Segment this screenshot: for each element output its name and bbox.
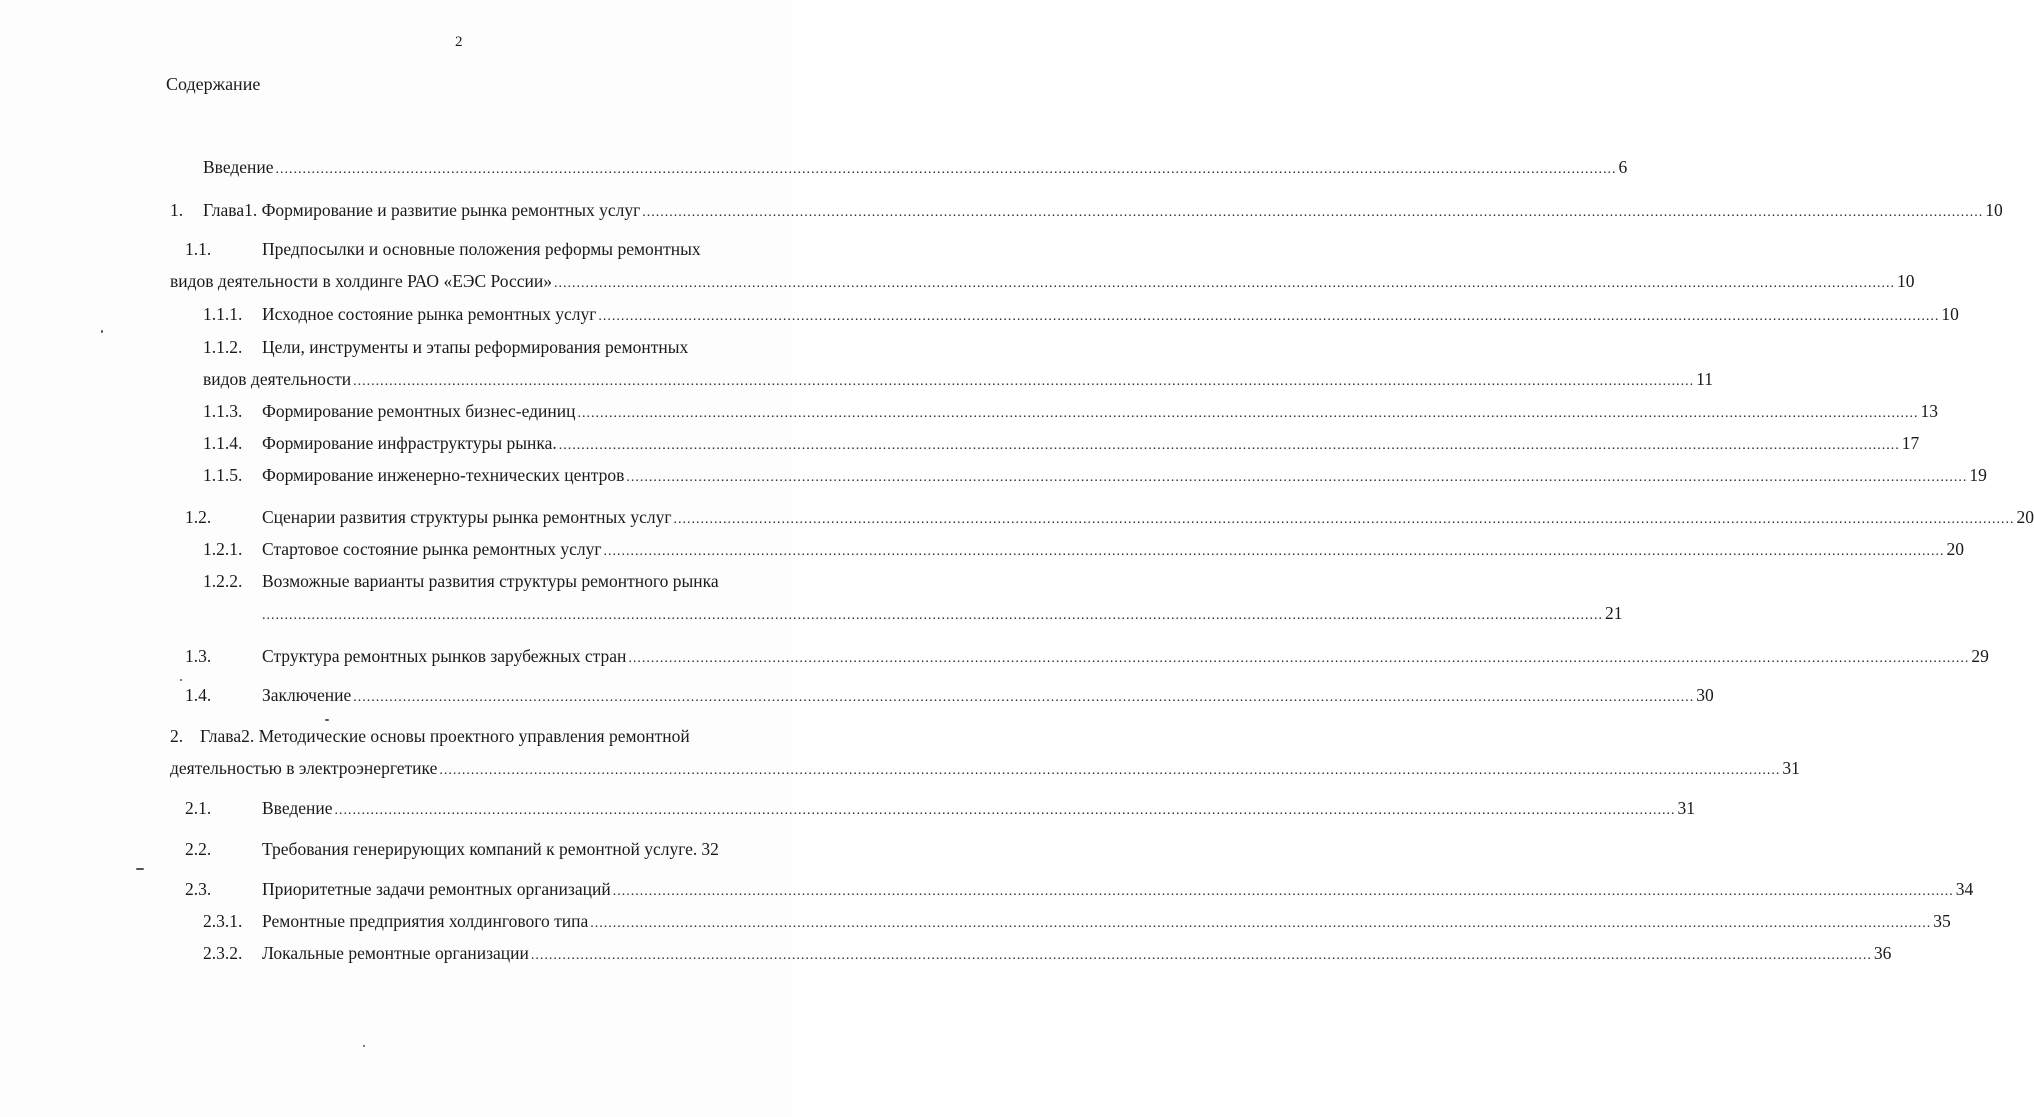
scan-speck: [136, 868, 144, 870]
toc-entry-number: 2.3.1.: [203, 911, 243, 931]
toc-entry-page: 36: [1873, 943, 1892, 963]
toc-entry-page: 6: [1618, 157, 1628, 177]
toc-entry-number: 1.4.: [185, 685, 212, 705]
leader-dots: [554, 273, 1895, 295]
toc-entry-1-2[interactable]: [185, 506, 2034, 528]
toc-entry-number: 2.3.2.: [203, 943, 243, 963]
toc-entry-page: 10: [1985, 200, 2003, 220]
toc-entry-number: 2.: [170, 726, 184, 746]
leader-dots: [604, 541, 1945, 563]
leader-dots: [578, 403, 1919, 425]
toc-entry-page: 32: [701, 839, 719, 859]
leader-dots: [642, 202, 1983, 224]
toc-entry-2-3-2[interactable]: [203, 942, 1892, 964]
leader-dots: [262, 605, 1603, 627]
toc-entry-page: 34: [1955, 879, 1974, 899]
toc-entry-title: Введение: [262, 798, 333, 818]
toc-entry-title: Локальные ремонтные организации: [262, 943, 529, 963]
toc-entry-page: 19: [1969, 465, 1987, 485]
toc-entry-title: Заключение: [262, 685, 352, 705]
toc-entry-number: 1.2.: [185, 507, 212, 527]
toc-entry-number: 2.1.: [185, 798, 212, 818]
toc-entry-number: 1.: [170, 200, 184, 220]
page-number: 2: [455, 34, 463, 50]
toc-entry-1-1-2-line1[interactable]: [203, 336, 688, 358]
leader-dots: [613, 881, 1954, 903]
leader-dots: [276, 159, 1617, 181]
toc-entry-1-4[interactable]: [185, 684, 1714, 706]
leader-dots: [335, 800, 1676, 822]
toc-entry-1-2-2-line1[interactable]: [203, 570, 719, 592]
leader-dots: [559, 435, 1900, 457]
toc-entry-title: Исходное состояние рынка ремонтных услуг: [262, 304, 597, 324]
scan-speck: [325, 719, 329, 721]
toc-entry-1-1[interactable]: [170, 270, 1915, 292]
toc-entry-title: Сценарии развития структуры рынка ремонтных услуг: [262, 507, 672, 527]
toc-entry-title: Приоритетные задачи ремонтных организаций: [262, 879, 611, 899]
toc-entry-page: 21: [1605, 603, 1623, 623]
toc-entry-number: 1.1.3.: [203, 401, 243, 421]
toc-entry-page: 17: [1901, 433, 1920, 453]
toc-entry-1-1-5[interactable]: [203, 464, 1987, 486]
toc-entry-chapter-2-line1[interactable]: [170, 725, 690, 747]
toc-entry-title: видов деятельности: [203, 369, 352, 389]
toc-entry-page: 31: [1782, 758, 1800, 778]
leader-dots: [439, 760, 1780, 782]
toc-entry-2-3-1[interactable]: [203, 910, 1951, 932]
toc-entry-number: 1.1.4.: [203, 433, 243, 453]
toc-entry-1-1-1[interactable]: [203, 303, 1959, 325]
toc-entry-title-line1: Цели, инструменты и этапы реформирования ремонтных: [262, 337, 689, 357]
leader-dots: [628, 648, 1969, 670]
toc-entry-page: 29: [1971, 646, 1989, 666]
toc-entry-title: Требования генерирующих компаний к ремонтной услуге.: [262, 839, 698, 859]
toc-entry-page: 10: [1941, 304, 1959, 324]
toc-entry-1-1-2[interactable]: [203, 368, 1713, 390]
leader-dots: [353, 687, 1694, 709]
toc-entry-chapter-1[interactable]: [170, 199, 2003, 221]
toc-entry-number: 1.1.2.: [203, 337, 243, 357]
toc-entry-page: 31: [1677, 798, 1696, 818]
toc-entry-2-1[interactable]: [185, 797, 1696, 819]
toc-entry-number: 1.1.5.: [203, 465, 243, 485]
leader-dots: [531, 945, 1872, 967]
toc-entry-title-line1: Предпосылки и основные положения реформы ремонтных: [262, 239, 701, 259]
toc-entry-title: видов деятельности в холдинге РАО «ЕЭС России»: [170, 271, 552, 291]
scan-speck: [101, 330, 103, 333]
toc-entry-page: 35: [1933, 911, 1951, 931]
toc-entry-chapter-2[interactable]: [170, 757, 1800, 779]
toc-entry-page: 20: [2016, 507, 2034, 527]
scan-speck: [363, 1045, 365, 1047]
toc-entry-page: 30: [1696, 685, 1714, 705]
toc-entry-title: Формирование ремонтных бизнес-единиц: [262, 401, 576, 421]
toc-entry-2-3[interactable]: [185, 878, 1974, 900]
leader-dots: [598, 306, 1939, 328]
toc-entry-1-2-2[interactable]: [262, 602, 1623, 624]
toc-entry-title: Введение: [203, 157, 274, 177]
toc-entry-title: деятельностью в электроэнергетике: [170, 758, 438, 778]
leader-dots: [626, 467, 1967, 489]
toc-entry-number: 1.1.1.: [203, 304, 243, 324]
toc-entry-2-2[interactable]: [185, 838, 760, 860]
toc-entry-title-line1: Возможные варианты развития структуры ремонтного рынка: [262, 571, 719, 591]
toc-entry-title: Формирование инженерно-технических центров: [262, 465, 625, 485]
toc-entry-number: 1.2.2.: [203, 571, 243, 591]
toc-entry-page: 20: [1946, 539, 1965, 559]
toc-entry-1-2-1[interactable]: [203, 538, 1965, 560]
toc-entry-number: 2.3.: [185, 879, 212, 899]
toc-entry-title: Глава1. Формирование и развитие рынка ремонтных услуг: [203, 200, 641, 220]
toc-entry-page: 13: [1920, 401, 1939, 421]
toc-entry-page: 11: [1696, 369, 1713, 389]
toc-entry-title: Стартовое состояние рынка ремонтных услуг: [262, 539, 602, 559]
toc-entry-1-1-3[interactable]: [203, 400, 1939, 422]
toc-entry-title: Структура ремонтных рынков зарубежных стран: [262, 646, 627, 666]
toc-heading: Содержание: [166, 74, 261, 94]
toc-entry-title: Ремонтные предприятия холдингового типа: [262, 911, 589, 931]
toc-entry-number: 1.1.: [185, 239, 212, 259]
toc-entry-number: 1.3.: [185, 646, 212, 666]
toc-entry-title-line1: Глава2. Методические основы проектного управления ремонтной: [200, 726, 690, 746]
toc-entry-1-3[interactable]: [185, 645, 1989, 667]
leader-dots: [590, 913, 1931, 935]
toc-entry-1-1-4[interactable]: [203, 432, 1920, 454]
toc-entry-page: 10: [1896, 271, 1915, 291]
leader-dots: [674, 509, 2015, 531]
toc-entry-title: Формирование инфраструктуры рынка.: [262, 433, 557, 453]
toc-entry-number: 1.2.1.: [203, 539, 243, 559]
scan-speck: [180, 679, 182, 681]
toc-entry-intro[interactable]: [203, 156, 1628, 178]
toc-entry-1-1-line1[interactable]: [185, 238, 701, 260]
leader-dots: [353, 371, 1694, 393]
toc-entry-number: 2.2.: [185, 839, 212, 859]
